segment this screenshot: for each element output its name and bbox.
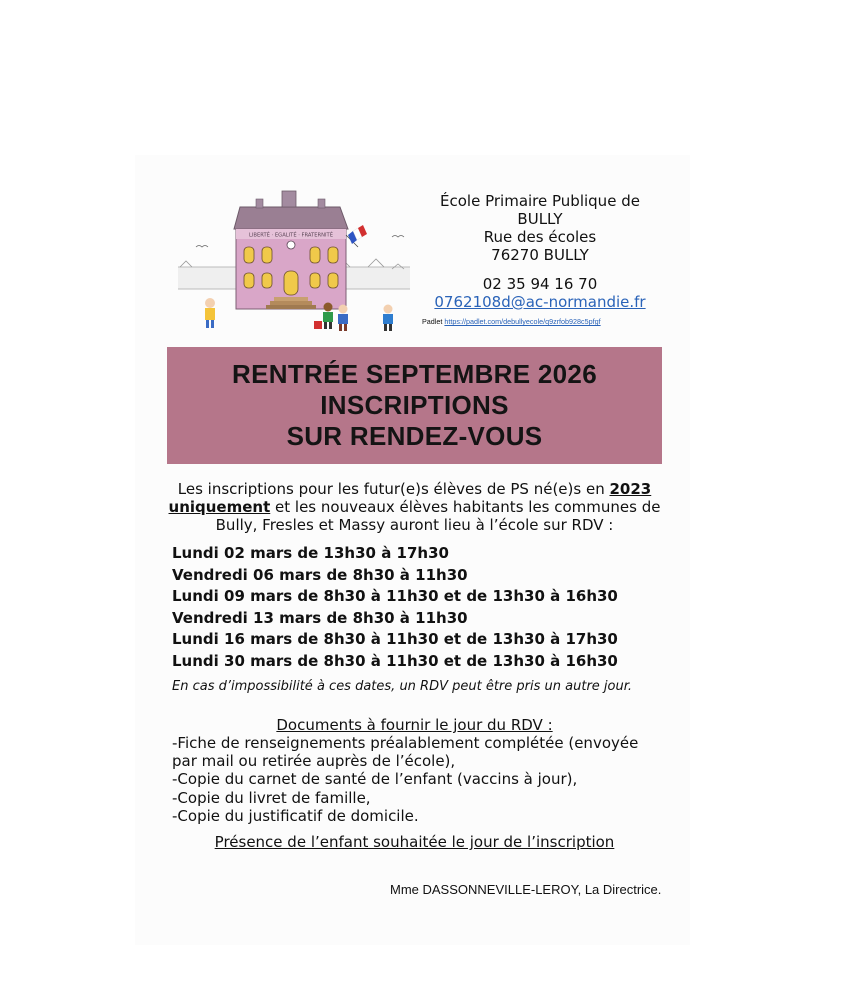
intro-text-after: et les nouveaux élèves habitants les communes de Bully, Fresles et Massy auront lieu à l’école sur RDV :	[215, 498, 661, 534]
intro-text-before: Les inscriptions pour les futur(e)s élèves de PS né(e)s en	[177, 480, 610, 498]
intro-paragraph	[167, 480, 662, 534]
padlet-line	[422, 317, 601, 326]
child-presence-note: Présence de l’enfant souhaitée le jour de l’inscription	[214, 833, 615, 851]
director-signature: Mme DASSONNEVILLE-LEROY, La Directrice.	[390, 882, 662, 897]
schedule-item: Lundi 09 mars de 8h30 à 11h30 et de 13h30 à 16h30	[172, 587, 618, 605]
padlet-label: Padlet	[422, 317, 443, 326]
document-item: -Copie du livret de famille,	[172, 788, 371, 807]
school-phone: 02 35 94 16 70	[482, 275, 598, 293]
schedule-item: Lundi 30 mars de 8h30 à 11h30 et de 13h30 à 16h30	[172, 651, 618, 670]
document-item: -Fiche de renseignements préalablement complétée (envoyée par mail ou retirée auprès de l’école),	[172, 734, 639, 771]
school-name-line1: École Primaire Publique de	[440, 192, 640, 210]
schedule-item: Lundi 02 mars de 13h30 à 17h30	[172, 544, 449, 562]
school-name-line2: BULLY	[517, 210, 563, 228]
document-item: -Copie du justificatif de domicile.	[172, 806, 419, 825]
school-contact-block	[420, 192, 660, 311]
alternative-date-note: En cas d’impossibilité à ces dates, un RDV peut être pris un autre jour.	[172, 679, 633, 694]
documents-title: Documents à fournir le jour du RDV :	[276, 716, 553, 734]
padlet-link[interactable]: https://padlet.com/debullyecole/q9zrfob928c5pfgf	[444, 317, 601, 326]
school-postal-city: 76270 BULLY	[491, 246, 589, 264]
motto-text: LIBERTÉ · EGALITÉ · FRATERNITÉ	[249, 232, 333, 239]
school-email-link[interactable]: 0762108d@ac-normandie.fr	[434, 293, 646, 311]
appointment-schedule	[172, 543, 618, 672]
documents-list	[172, 734, 652, 825]
schedule-item: Vendredi 06 mars de 8h30 à 11h30	[172, 565, 468, 584]
schedule-item: Lundi 16 mars de 8h30 à 11h30 et de 13h30 à 17h30	[172, 630, 618, 648]
school-street: Rue des écoles	[483, 228, 597, 246]
document-item: -Copie du carnet de santé de l’enfant (vaccins à jour),	[172, 770, 578, 789]
intro-year-emphasis: 2023 uniquement	[168, 480, 652, 516]
school-building-illustration	[178, 185, 410, 335]
title-banner	[167, 347, 662, 464]
banner-line-3: SUR RENDEZ-VOUS	[286, 421, 543, 451]
banner-line-2: INSCRIPTIONS	[320, 390, 509, 420]
schedule-item: Vendredi 13 mars de 8h30 à 11h30	[172, 608, 468, 627]
banner-line-1: RENTRÉE SEPTEMBRE 2026	[232, 359, 597, 389]
